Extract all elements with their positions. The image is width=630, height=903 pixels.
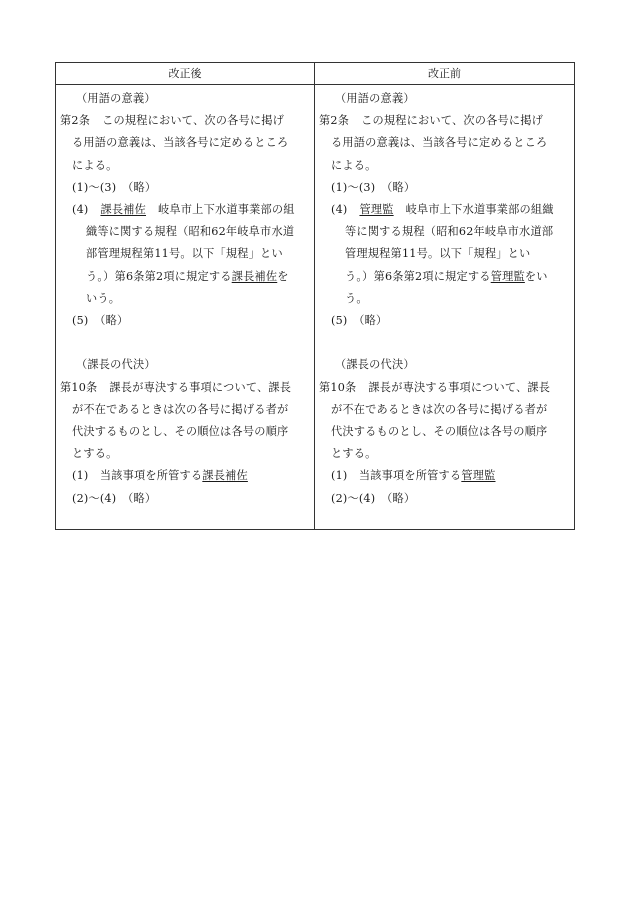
item-4-line-1 xyxy=(60,199,310,221)
item-4-number: (4) xyxy=(72,203,89,217)
article-2-line-1 xyxy=(60,110,310,132)
spacer xyxy=(60,332,310,354)
article-10-text-1: 課長が専決する事項について、課長 xyxy=(368,380,551,394)
caption-substitute: （課長の代決） xyxy=(335,358,415,372)
item-4-term: 課長補佐 xyxy=(100,203,147,217)
item-4-term-ref: 課長補佐 xyxy=(231,269,278,283)
comparison-table xyxy=(55,62,575,530)
item-4-text-4a: う。）第6条第2項に規定する xyxy=(345,269,491,283)
header-after: 改正後 xyxy=(56,63,315,85)
caption-substitute: （課長の代決） xyxy=(76,358,156,372)
item-4-line-5: う。 xyxy=(345,291,368,305)
spacer xyxy=(319,332,570,354)
article-10-line-3: 代決するものとし、その順位は各号の順序 xyxy=(331,425,548,439)
article-2-text-1: この規程において、次の各号に掲げ xyxy=(361,114,544,128)
caption-definitions: （用語の意義） xyxy=(76,92,156,105)
article-10-item-1-text: (1) 当該事項を所管する xyxy=(72,469,203,483)
article-2-line-2: る用語の意義は、当該各号に定めるところ xyxy=(72,136,289,150)
item-4-line-3: 管理規程第11号。以下「規程」とい xyxy=(345,247,531,261)
article-10-line-4: とする。 xyxy=(72,447,118,461)
item-4-text-4b: をい xyxy=(524,269,548,283)
item-4-text-1: 岐阜市上下水道事業部の組織 xyxy=(405,203,554,217)
article-10-text-1: 課長が専決する事項について、課長 xyxy=(109,380,292,394)
article-10-line-2: が不在であるときは次の各号に掲げる者が xyxy=(331,402,548,416)
item-5: (5) （略） xyxy=(331,314,388,328)
after-column xyxy=(56,85,315,529)
article-10-line-4: とする。 xyxy=(331,447,377,461)
item-1-3: (1)～(3) （略） xyxy=(331,180,416,194)
header-before: 改正前 xyxy=(315,63,574,85)
article-2-line-3: による。 xyxy=(72,158,118,172)
item-4-text-1: 岐阜市上下水道事業部の組 xyxy=(158,203,295,217)
article-2-line-1 xyxy=(319,110,570,132)
item-4-line-1 xyxy=(319,199,570,221)
article-10-number: 第10条 xyxy=(319,380,357,394)
item-5: (5) （略） xyxy=(72,314,129,328)
article-10-line-1 xyxy=(60,377,310,399)
item-4-line-4 xyxy=(60,266,310,288)
item-4-line-2: 等に関する規程（昭和62年岐阜市水道部 xyxy=(345,225,554,239)
article-10-line-2: が不在であるときは次の各号に掲げる者が xyxy=(72,402,289,416)
item-4-term-ref: 管理監 xyxy=(490,269,525,283)
article-10-line-3: 代決するものとし、その順位は各号の順序 xyxy=(72,425,289,439)
item-4-number: (4) xyxy=(331,203,348,217)
item-4-text-4a: う。）第6条第2項に規定する xyxy=(86,269,232,283)
item-4-line-2: 織等に関する規程（昭和62年岐阜市水道 xyxy=(86,225,295,239)
article-10-number: 第10条 xyxy=(60,380,98,394)
article-10-item-1-term: 管理監 xyxy=(461,469,496,483)
article-10-item-2-4: (2)～(4) （略） xyxy=(72,491,157,505)
item-4-term: 管理監 xyxy=(359,203,394,217)
item-1-3: (1)～(3) （略） xyxy=(72,180,157,194)
article-10-item-1 xyxy=(60,465,310,487)
article-2-number: 第2条 xyxy=(319,114,350,128)
article-10-item-1-term: 課長補佐 xyxy=(202,469,248,483)
item-4-line-3: 部管理規程第11号。以下「規程」とい xyxy=(86,247,283,261)
before-column xyxy=(315,85,574,529)
article-10-line-1 xyxy=(319,377,570,399)
article-10-item-1-text: (1) 当該事項を所管する xyxy=(331,469,462,483)
article-2-line-2: る用語の意義は、当該各号に定めるところ xyxy=(331,136,548,150)
item-4-text-4b: を xyxy=(277,269,289,283)
article-2-number: 第2条 xyxy=(60,114,91,128)
item-4-line-5: いう。 xyxy=(86,291,121,305)
item-4-line-4 xyxy=(319,266,570,288)
article-10-item-1 xyxy=(319,465,570,487)
article-10-item-2-4: (2)～(4) （略） xyxy=(331,491,416,505)
caption-definitions: （用語の意義） xyxy=(335,92,415,105)
article-2-text-1: この規程において、次の各号に掲げ xyxy=(102,114,285,128)
article-2-line-3: による。 xyxy=(331,158,377,172)
